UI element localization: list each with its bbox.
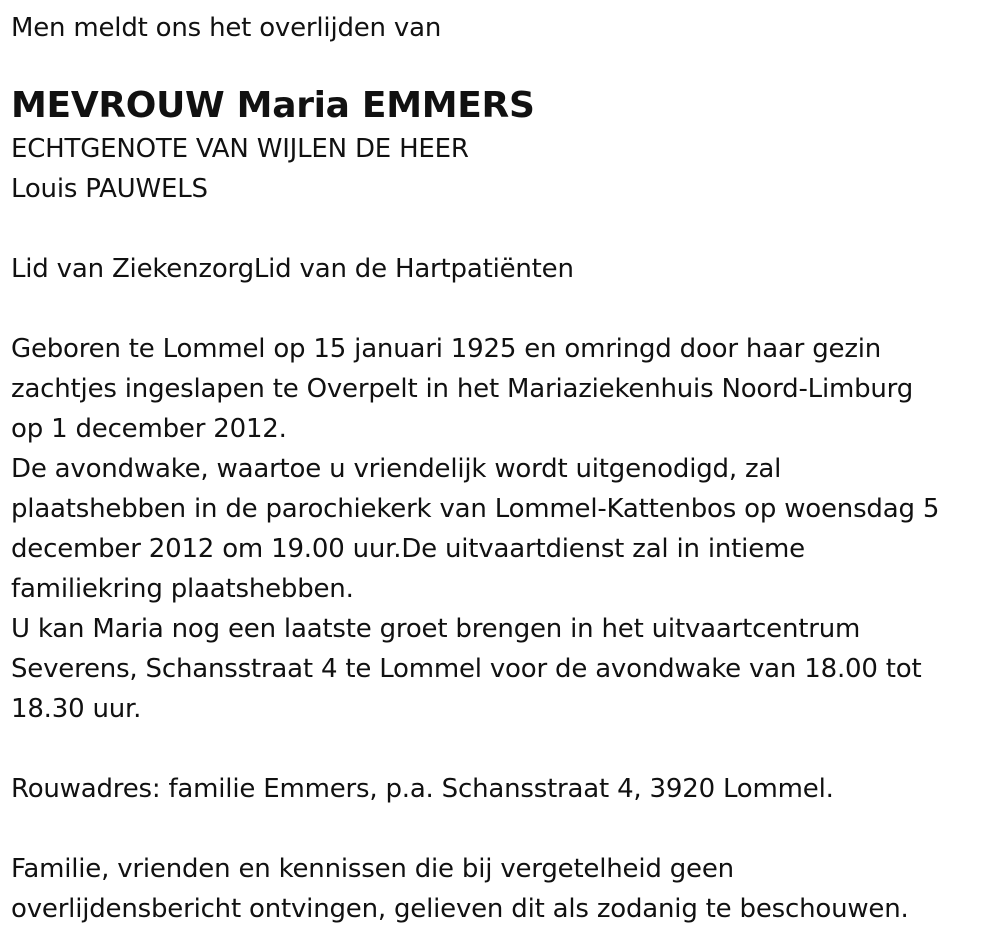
- deceased-name: MEVROUW Maria EMMERS: [11, 85, 535, 126]
- relation-text: ECHTGENOTE VAN WIJLEN DE HEER: [11, 134, 469, 164]
- closing-paragraph: [11, 849, 1000, 929]
- spacer: [11, 809, 1000, 849]
- body-line: op 1 december 2012.: [11, 414, 287, 444]
- spacer: [11, 289, 1000, 329]
- body-line: De avondwake, waartoe u vriendelijk wordt uitgenodigd, zal: [11, 454, 782, 484]
- intro-text: Men meldt ons het overlijden van: [11, 13, 442, 43]
- body-line: Severens, Schansstraat 4 te Lommel voor de avondwake van 18.00 tot: [11, 654, 922, 684]
- closing-line: overlijdensbericht ontvingen, gelieven dit als zodanig te beschouwen.: [11, 894, 909, 924]
- spouse-name: Louis PAUWELS: [11, 174, 208, 204]
- body-line: plaatshebben in de parochiekerk van Lommel-Kattenbos op woensdag 5: [11, 494, 940, 524]
- body-line: zachtjes ingeslapen te Overpelt in het Mariaziekenhuis Noord-Limburg: [11, 374, 914, 404]
- body-line: familiekring plaatshebben.: [11, 574, 354, 604]
- memberships-text: Lid van ZiekenzorgLid van de Hartpatiënten: [11, 254, 574, 284]
- spacer: [11, 729, 1000, 769]
- body-line: 18.30 uur.: [11, 694, 142, 724]
- mourning-address: Rouwadres: familie Emmers, p.a. Schansstraat 4, 3920 Lommel.: [11, 774, 834, 804]
- body-line: Geboren te Lommel op 15 januari 1925 en omringd door haar gezin: [11, 334, 882, 364]
- spacer: [11, 209, 1000, 249]
- body-line: december 2012 om 19.00 uur.De uitvaartdienst zal in intieme: [11, 534, 805, 564]
- body-paragraph: [11, 329, 1000, 729]
- body-line: U kan Maria nog een laatste groet brengen in het uitvaartcentrum: [11, 614, 861, 644]
- closing-line: Familie, vrienden en kennissen die bij vergetelheid geen: [11, 854, 734, 884]
